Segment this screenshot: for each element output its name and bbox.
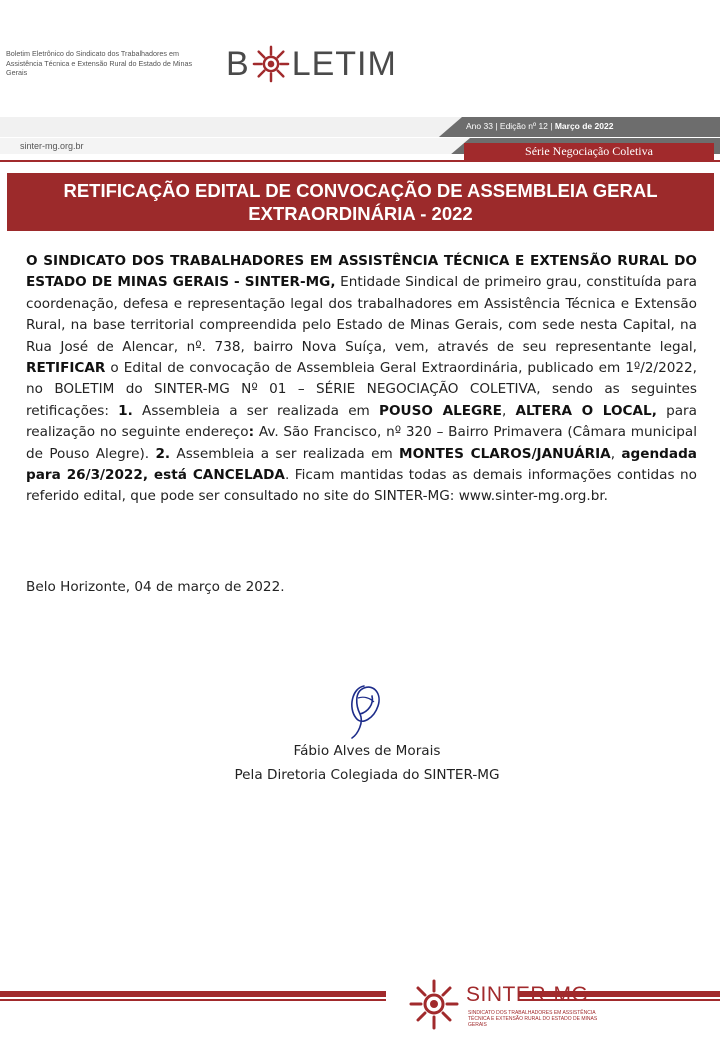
brand-letter-b: B <box>226 44 250 83</box>
issue-edition: | Edição nº 12 | <box>495 121 553 131</box>
title-banner <box>7 173 714 231</box>
body-retificar: RETIFICAR <box>26 360 106 377</box>
sinter-emblem-icon <box>252 45 290 83</box>
body-comma: , <box>501 402 516 419</box>
body-colon: : <box>248 424 255 441</box>
page-title: RETIFICAÇÃO EDITAL DE CONVOCAÇÃO DE ASSEMBLEIA GERAL EXTRAORDINÁRIA - 2022 <box>63 180 658 224</box>
body-comma-2: , <box>610 445 622 462</box>
body-pouso-alegre: POUSO ALEGRE <box>379 402 502 419</box>
header-description: Boletim Eletrônico do Sindicato dos Trabalhadores em Assistência Técnica e Extensão Rural do Estado de Minas Gerais <box>6 49 193 78</box>
body-text-1: Entidade Sindical de primeiro grau, constituída para coordenação, defesa e representação legal dos trabalhadores em Assistência Técnica e Extensão Rural, na base territorial compreendida pelo Estado de Minas Gerais, com sede nesta Capital, na Rua José de Alencar, nº. 738, bairro Nova Suíça, vem, através de seu representante legal, <box>26 274 697 355</box>
body-altera-local: ALTERA O LOCAL, <box>515 402 657 419</box>
signatory-role: Pela Diretoria Colegiada do SINTER-MG <box>234 767 500 783</box>
issue-year: Ano 33 <box>466 121 493 131</box>
issue-info <box>466 121 718 131</box>
body-item-1: 1. <box>118 402 133 419</box>
body-text-2: o Edital de convocação de Assembleia Geral Extraordinária, publicado em 1º/2/2022, no BOLETIM do SINTER-MG Nº 01 – SÉRIE NEGOCIAÇÃO COLETIVA, sendo as seguintes retificações: <box>26 360 697 419</box>
signature-mark <box>334 678 394 748</box>
signatory <box>0 739 720 787</box>
header-divider <box>0 160 720 162</box>
footer-rule-left <box>0 991 386 997</box>
body-address: Av. São Francisco, nº 320 – Bairro Primavera (Câmara municipal de Pouso Alegre). <box>26 424 697 462</box>
body-union-name: O SINDICATO DOS TRABALHADORES EM ASSISTÊNCIA TÉCNICA E EXTENSÃO RURAL DO ESTADO DE MINAS GERAIS - SINTER-MG, <box>26 253 697 291</box>
site-link[interactable]: sinter-mg.org.br <box>20 141 84 151</box>
header-band-light <box>0 117 462 137</box>
body-text-5: Assembleia a ser realizada em <box>170 445 400 462</box>
series-badge: Série Negociação Coletiva <box>464 143 714 160</box>
body-cancelada: agendada para 26/3/2022, está CANCELADA <box>26 445 697 484</box>
signatory-name: Fábio Alves de Morais <box>293 743 441 759</box>
footer-brand: SINTER-MG <box>466 983 589 1006</box>
brand-rest: LETIM <box>291 44 397 83</box>
boletim-logo <box>226 44 397 84</box>
body-paragraph <box>26 251 697 508</box>
body-text-4: para realização no seguinte endereço <box>26 402 697 441</box>
date-line: Belo Horizonte, 04 de março de 2022. <box>26 579 285 595</box>
body-text-3: Assembleia a ser realizada em <box>132 402 380 419</box>
footer-rule-left-thin <box>0 999 386 1001</box>
issue-date: Março de 2022 <box>554 121 614 131</box>
body-item-2: 2. <box>155 445 171 462</box>
body-text-6: . Ficam mantidas todas as demais informações contidas no referido edital, que pode ser consultado no site do SINTER-MG: www.sinter-mg.org.br. <box>26 467 697 505</box>
footer-tagline: SINDICATO DOS TRABALHADORES EM ASSISTÊNCIA TÉCNICA E EXTENSÃO RURAL DO ESTADO DE MINAS GERAIS <box>468 1010 598 1028</box>
body-montes-claros: MONTES CLAROS/JANUÁRIA <box>399 445 611 462</box>
sinter-logo-icon <box>404 977 464 1032</box>
